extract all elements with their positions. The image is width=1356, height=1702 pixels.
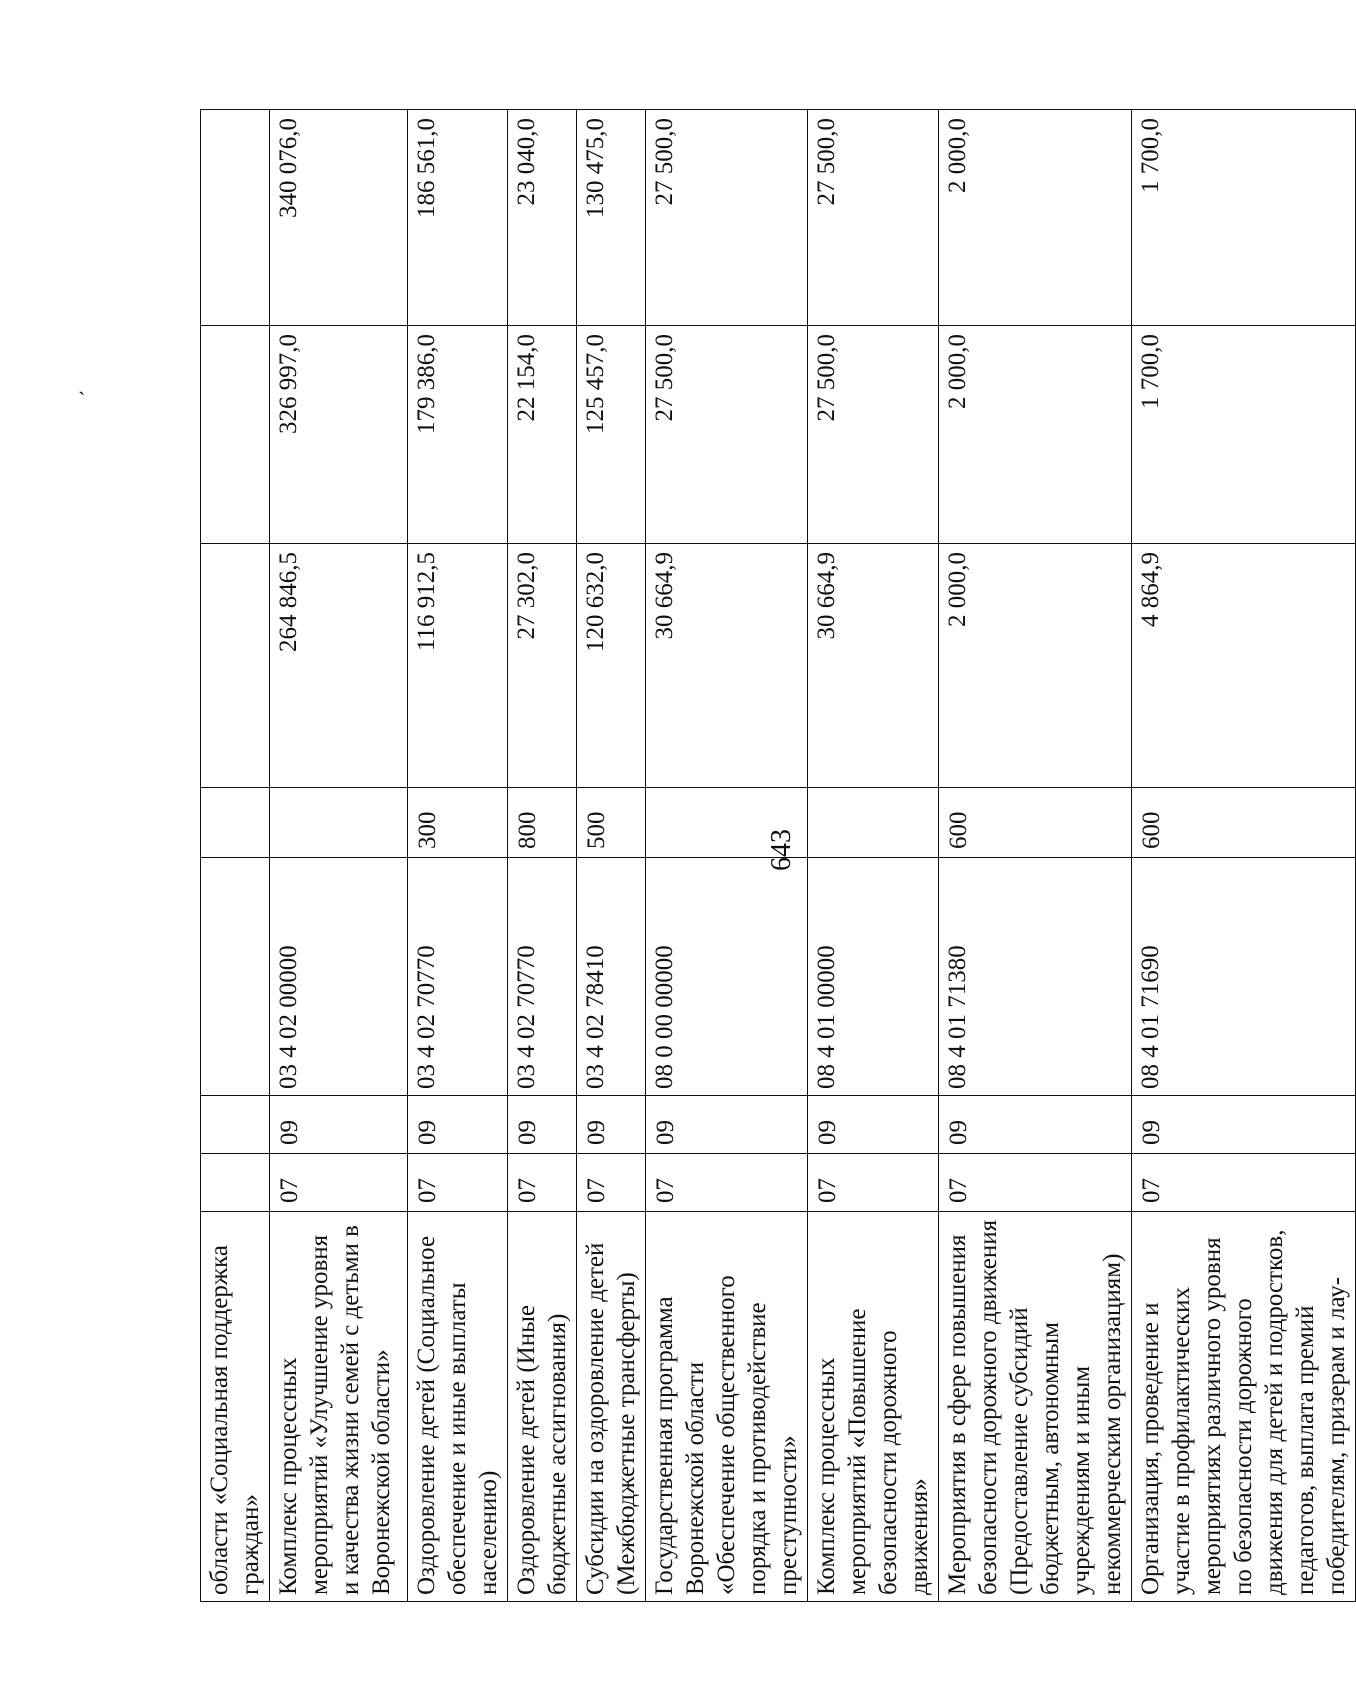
row-name: Мероприятия в сфере повышения безопасности дорожного движения (Предоставление субсидий бюджетным, автономным учреждениям и иным некоммерческим организациям) <box>939 1212 1132 1602</box>
row-amount-year2 <box>201 326 270 544</box>
row-subsection <box>201 1096 270 1154</box>
row-target-article: 03 4 02 70770 <box>408 858 508 1096</box>
row-amount-year3: 1 700,0 <box>1132 110 1356 326</box>
row-target-article: 03 4 02 70770 <box>508 858 577 1096</box>
row-expense-type: 600 <box>939 788 1132 858</box>
row-expense-type <box>646 788 808 858</box>
row-target-article: 03 4 02 78410 <box>577 858 646 1096</box>
page-number: 643 <box>766 829 797 871</box>
row-amount-year1: 116 912,5 <box>408 544 508 788</box>
row-subsection: 09 <box>408 1096 508 1154</box>
row-section: 07 <box>808 1154 939 1212</box>
table-body <box>201 110 1356 1602</box>
row-amount-year3: 340 076,0 <box>270 110 408 326</box>
row-expense-type <box>270 788 408 858</box>
row-amount-year3: 130 475,0 <box>577 110 646 326</box>
row-amount-year3: 27 500,0 <box>646 110 808 326</box>
row-section: 07 <box>508 1154 577 1212</box>
stray-mark: ˏ <box>78 370 86 395</box>
row-amount-year2: 2 000,0 <box>939 326 1132 544</box>
row-name: Субсидии на оздоровление детей (Межбюджетные трансферты) <box>577 1212 646 1602</box>
row-amount-year2: 22 154,0 <box>508 326 577 544</box>
table-row <box>201 110 270 1602</box>
row-expense-type: 600 <box>1132 788 1356 858</box>
row-subsection: 09 <box>577 1096 646 1154</box>
table-row <box>808 110 939 1602</box>
row-expense-type: 800 <box>508 788 577 858</box>
row-name: Оздоровление детей (Иные бюджетные ассигнования) <box>508 1212 577 1602</box>
row-subsection: 09 <box>646 1096 808 1154</box>
row-subsection: 09 <box>1132 1096 1356 1154</box>
row-name: Государственная программа Воронежской области «Обеспечение общественного порядка и противодействие преступности» <box>646 1212 808 1602</box>
row-amount-year2: 125 457,0 <box>577 326 646 544</box>
row-subsection: 09 <box>939 1096 1132 1154</box>
row-amount-year2: 179 386,0 <box>408 326 508 544</box>
row-amount-year3: 2 000,0 <box>939 110 1132 326</box>
row-name: Комплекс процессных мероприятий «Повышение безопасности дорожного движения» <box>808 1212 939 1602</box>
row-name: области «Социальная поддержка граждан» <box>201 1212 270 1602</box>
row-amount-year1: 30 664,9 <box>646 544 808 788</box>
row-section: 07 <box>1132 1154 1356 1212</box>
row-subsection: 09 <box>270 1096 408 1154</box>
row-expense-type: 300 <box>408 788 508 858</box>
row-expense-type <box>808 788 939 858</box>
row-amount-year3: 186 561,0 <box>408 110 508 326</box>
row-amount-year1 <box>201 544 270 788</box>
rotated-table-container <box>200 110 1350 1602</box>
row-section: 07 <box>646 1154 808 1212</box>
row-subsection: 09 <box>808 1096 939 1154</box>
row-section <box>201 1154 270 1212</box>
row-target-article: 08 0 00 00000 <box>646 858 808 1096</box>
row-target-article: 08 4 01 71380 <box>939 858 1132 1096</box>
table-row <box>1132 110 1356 1602</box>
row-target-article: 03 4 02 00000 <box>270 858 408 1096</box>
budget-table <box>200 109 1356 1602</box>
row-section: 07 <box>270 1154 408 1212</box>
table-row <box>270 110 408 1602</box>
row-amount-year2: 326 997,0 <box>270 326 408 544</box>
row-section: 07 <box>408 1154 508 1212</box>
row-amount-year3 <box>201 110 270 326</box>
row-amount-year2: 27 500,0 <box>646 326 808 544</box>
row-amount-year2: 1 700,0 <box>1132 326 1356 544</box>
table-row <box>577 110 646 1602</box>
row-target-article: 08 4 01 71690 <box>1132 858 1356 1096</box>
row-target-article: 08 4 01 00000 <box>808 858 939 1096</box>
table-row <box>508 110 577 1602</box>
row-amount-year2: 27 500,0 <box>808 326 939 544</box>
row-amount-year1: 27 302,0 <box>508 544 577 788</box>
row-amount-year3: 27 500,0 <box>808 110 939 326</box>
row-name: Оздоровление детей (Социальное обеспечение и иные выплаты населению) <box>408 1212 508 1602</box>
table-row <box>408 110 508 1602</box>
table-row <box>646 110 808 1602</box>
row-section: 07 <box>577 1154 646 1212</box>
row-expense-type: 500 <box>577 788 646 858</box>
row-amount-year1: 2 000,0 <box>939 544 1132 788</box>
row-amount-year1: 30 664,9 <box>808 544 939 788</box>
row-subsection: 09 <box>508 1096 577 1154</box>
row-amount-year1: 4 864,9 <box>1132 544 1356 788</box>
row-amount-year1: 264 846,5 <box>270 544 408 788</box>
row-name: Организация, проведение и участие в профилактических мероприятиях различного уровня по безопасности дорожного движения для детей и подростков, педагогов, выплата премий победителям, призерам и лау- <box>1132 1212 1356 1602</box>
row-expense-type <box>201 788 270 858</box>
row-amount-year3: 23 040,0 <box>508 110 577 326</box>
row-name: Комплекс процессных мероприятий «Улучшение уровня и качества жизни семей с детьми в Воронежской области» <box>270 1212 408 1602</box>
table-row <box>939 110 1132 1602</box>
row-amount-year1: 120 632,0 <box>577 544 646 788</box>
row-target-article <box>201 858 270 1096</box>
row-section: 07 <box>939 1154 1132 1212</box>
